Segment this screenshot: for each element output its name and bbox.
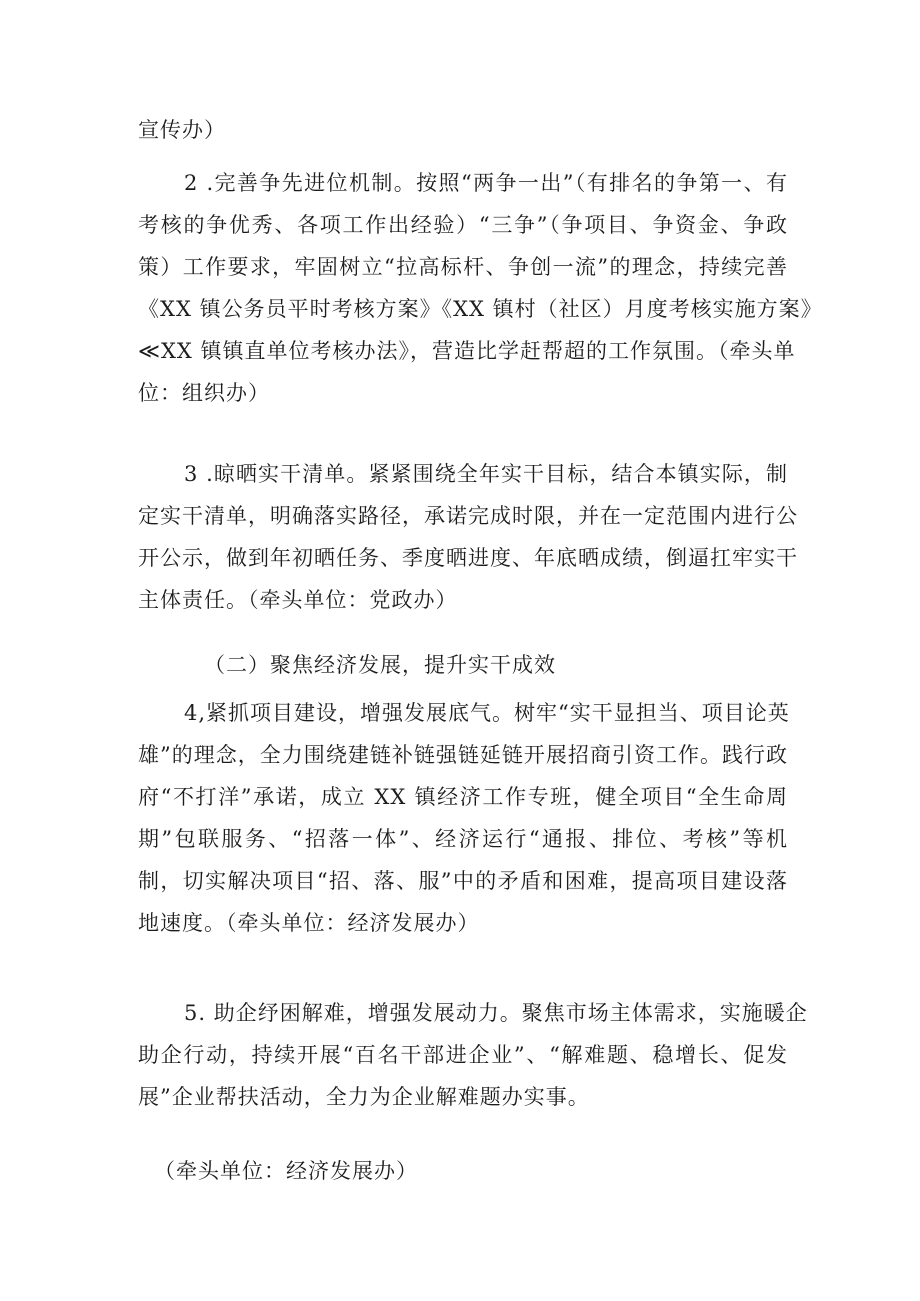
section-heading: （二）聚焦经济发展，提升实干成效 — [204, 653, 556, 677]
text-line: 定实干清单，明确落实路径，承诺完成时限，并在一定范围内进行公 — [138, 504, 798, 528]
text-line: 考核的争优秀、各项工作出经验）“三争”（争项目、争资金、争政 — [138, 213, 788, 237]
text-line: 宣传办） — [138, 118, 226, 142]
text-line: 3 .晾晒实干清单。紧紧围绕全年实干目标，结合本镇实际，制 — [184, 462, 788, 486]
text-line: 开公示，做到年初晒任务、季度晒进度、年底晒成绩，倒逼扛牢实干 — [138, 546, 798, 570]
text-line: 府“不打洋”承诺，成立 XX 镇经济工作专班，健全项目“全生命周 — [138, 785, 788, 809]
text-line: 助企行动，持续开展“百名干部进企业”、“解难题、稳增长、促发 — [138, 1043, 788, 1067]
text-line: 期”包联服务、“招落一体”、经济运行“通报、排位、考核”等机 — [138, 827, 788, 851]
text-line: 位：组织办） — [138, 381, 270, 405]
text-line: ≪XX 镇镇直单位考核办法》，营造比学赶帮超的工作氛围。（牵头单 — [138, 339, 796, 363]
paragraph-item-4 — [138, 692, 788, 944]
paragraph-item-5 — [138, 992, 808, 1118]
section-heading-2 — [138, 644, 788, 686]
text-line: 主体责任。（牵头单位：党政办） — [138, 588, 458, 612]
paragraph-lead-unit — [138, 1150, 788, 1192]
text-line: 展”企业帮扶活动，全力为企业解难题办实事。 — [138, 1085, 590, 1109]
text-line: 4,紧抓项目建设，增强发展底气。树牢“实干显担当、项目论英 — [184, 701, 790, 725]
text-line: 《XX 镇公务员平时考核方案》《XX 镇村（社区）月度考核实施方案》 — [138, 297, 823, 321]
text-line: 策）工作要求，牢固树立“拉高标杆、争创一流”的理念，持续完善 — [138, 255, 788, 279]
paragraph-item-3 — [138, 453, 798, 621]
paragraph-continuation — [138, 109, 788, 151]
paragraph-item-2 — [138, 162, 823, 414]
text-line: 地速度。（牵头单位：经济发展办） — [138, 911, 480, 935]
text-line: 雄”的理念，全力围绕建链补链强链延链开展招商引资工作。践行政 — [138, 743, 788, 767]
text-line: 5. 助企纾困解难，增强发展动力。聚焦市场主体需求，实施暖企 — [184, 1001, 808, 1025]
text-line: （牵头单位：经济发展办） — [154, 1159, 418, 1183]
text-line: 制，切实解决项目“招、落、服”中的矛盾和困难，提高项目建设落 — [138, 869, 788, 893]
text-line: 2 .完善争先进位机制。按照“两争一出”（有排名的争第一、有 — [184, 171, 788, 195]
